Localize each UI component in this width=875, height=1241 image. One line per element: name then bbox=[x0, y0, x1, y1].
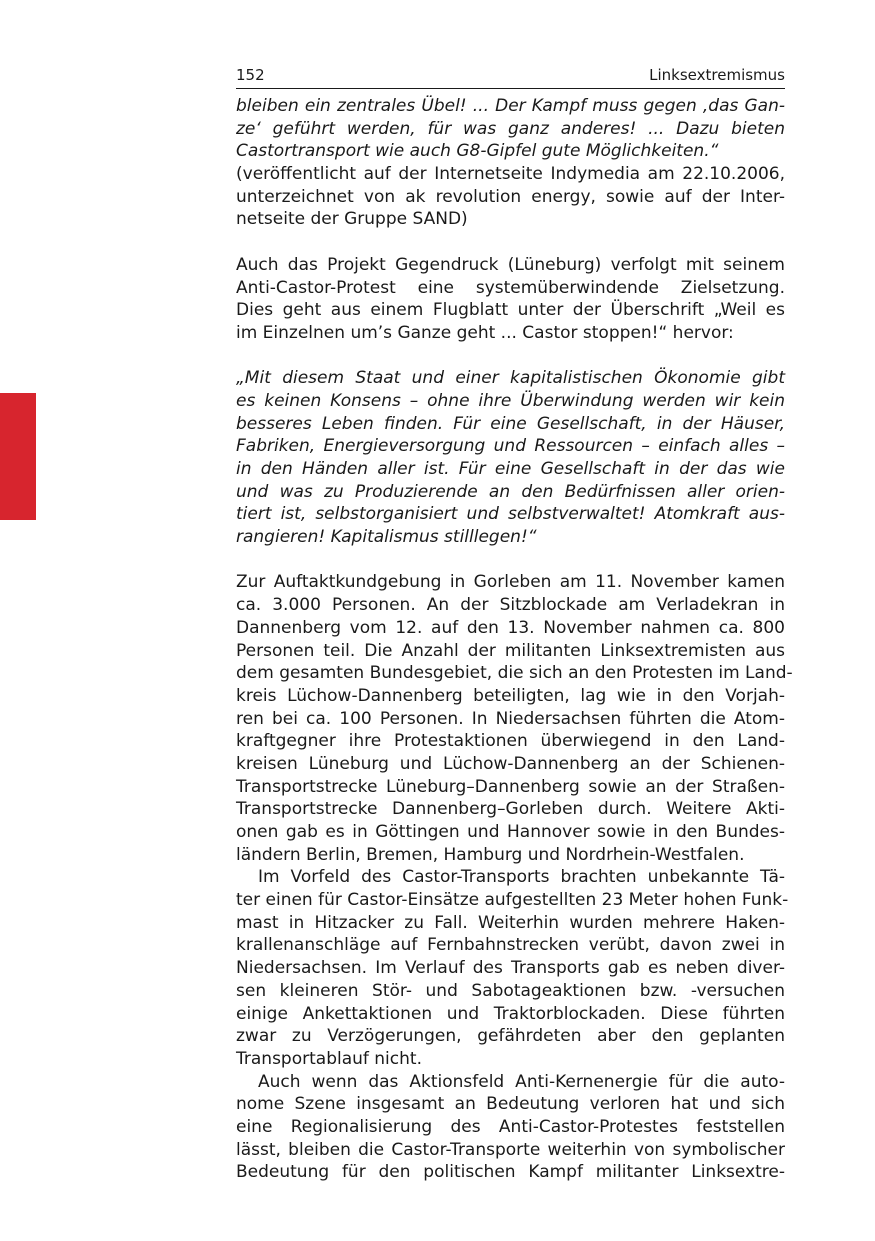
text-line: lässt, bleiben die Castor-Transporte weiterhin von symbolischer bbox=[236, 1139, 785, 1160]
block-quote bbox=[236, 367, 785, 549]
text-line: Castortransport wie auch G8-Gipfel gute Möglichkeiten.“ bbox=[236, 141, 719, 162]
text-line: Transportablauf nicht. bbox=[236, 1048, 422, 1069]
page-body bbox=[236, 95, 793, 1184]
text-line: Dannenberg vom 12. auf den 13. November nahmen ca. 800 bbox=[236, 617, 785, 638]
text-line: nome Szene insgesamt an Bedeutung verloren hat und sich bbox=[236, 1094, 785, 1115]
paragraph bbox=[236, 1071, 785, 1184]
text-line: onen gab es in Göttingen und Hannover sowie in den Bundes- bbox=[236, 822, 785, 842]
text-line: netseite der Gruppe SAND) bbox=[236, 209, 468, 230]
text-line: ländern Berlin, Bremen, Hamburg und Nordrhein-Westfalen. bbox=[236, 844, 745, 865]
text-line: dem gesamten Bundesgebiet, die sich an den Protesten im Land- bbox=[236, 663, 793, 684]
text-line: ren bei ca. 100 Personen. In Niedersachsen führten die Atom- bbox=[236, 708, 785, 729]
text-line: es keinen Konsens – ohne ihre Überwindung werden wir kein bbox=[236, 390, 785, 411]
text-line: rangieren! Kapitalismus stilllegen!“ bbox=[236, 527, 537, 548]
text-line: im Einzelnen um’s Ganze geht ... Castor stoppen!“ hervor: bbox=[236, 322, 734, 343]
text-line: Personen teil. Die Anzahl der militanten Linksextremisten aus bbox=[236, 640, 785, 661]
text-line: sen kleineren Stör- und Sabotageaktionen bzw. -versuchen bbox=[236, 980, 785, 1001]
text-line: mast in Hitzacker zu Fall. Weiterhin wurden mehrere Haken- bbox=[236, 912, 785, 933]
text-line: ze‘ geführt werden, für was ganz anderes! ... Dazu bieten bbox=[236, 118, 785, 139]
text-line: besseres Leben finden. Für eine Gesellschaft, in der Häuser, bbox=[236, 413, 785, 434]
text-line: Auch das Projekt Gegendruck (Lüneburg) verfolgt mit seinem bbox=[236, 254, 785, 275]
text-line: und was zu Produzierende an den Bedürfnissen aller orien- bbox=[236, 481, 785, 502]
text-line: unterzeichnet von ak revolution energy, sowie auf der Inter- bbox=[236, 186, 785, 207]
text-line: Fabriken, Energieversorgung und Ressourcen – einfach alles – bbox=[236, 436, 785, 457]
text-line: Niedersachsen. Im Verlauf des Transports gab es neben diver- bbox=[236, 958, 785, 979]
quote-source bbox=[236, 163, 785, 231]
text-line: Transportstrecke Lüneburg–Dannenberg sowie an der Straßen- bbox=[236, 776, 785, 797]
text-line: krallenanschläge auf Fernbahnstrecken verübt, davon zwei in bbox=[236, 935, 785, 956]
running-title: Linksextremismus bbox=[649, 66, 785, 84]
text-line: tiert ist, selbstorganisiert und selbstverwaltet! Atomkraft aus- bbox=[236, 504, 785, 525]
text-line: Transportstrecke Dannenberg–Gorleben durch. Weitere Akti- bbox=[236, 799, 785, 820]
text-line: bleiben ein zentrales Übel! ... Der Kampf muss gegen ‚das Gan- bbox=[236, 96, 785, 116]
text-line: kreisen Lüneburg und Lüchow-Dannenberg an der Schienen- bbox=[236, 753, 785, 774]
text-line: in den Händen aller ist. Für eine Gesellschaft in der das wie bbox=[236, 459, 785, 479]
text-line: kraftgegner ihre Protestaktionen überwiegend in den Land- bbox=[236, 731, 785, 752]
text-line: „Mit diesem Staat und einer kapitalistischen Ökonomie gibt bbox=[236, 368, 785, 389]
text-line: (veröffentlicht auf der Internetseite Indymedia am 22.10.2006, bbox=[236, 164, 785, 185]
text-line: ter einen für Castor-Einsätze aufgestellten 23 Meter hohen Funk- bbox=[236, 890, 789, 911]
text-line: Im Vorfeld des Castor-Transports brachten unbekannte Tä- bbox=[258, 867, 785, 888]
page-header bbox=[236, 64, 785, 89]
chapter-marker-tab bbox=[0, 393, 36, 520]
text-line: Auch wenn das Aktionsfeld Anti-Kernenergie für die auto- bbox=[258, 1071, 785, 1092]
paragraph bbox=[236, 571, 793, 866]
text-line: Dies geht aus einem Flugblatt unter der Überschrift „Weil es bbox=[236, 300, 785, 321]
text-line: Zur Auftaktkundgebung in Gorleben am 11. November kamen bbox=[236, 572, 785, 593]
text-line: einige Ankettaktionen und Traktorblockaden. Diese führten bbox=[236, 1003, 785, 1024]
text-line: eine Regionalisierung des Anti-Castor-Protestes feststellen bbox=[236, 1116, 785, 1137]
text-line: Anti-Castor-Protest eine systemüberwindende Zielsetzung. bbox=[236, 277, 785, 298]
text-line: Bedeutung für den politischen Kampf militanter Linksextre- bbox=[236, 1162, 785, 1183]
paragraph bbox=[236, 254, 785, 345]
text-line: ca. 3.000 Personen. An der Sitzblockade am Verladekran in bbox=[236, 595, 785, 616]
text-line: zwar zu Verzögerungen, gefährdeten aber den geplanten bbox=[236, 1026, 785, 1047]
paragraph bbox=[236, 866, 789, 1070]
quote-continuation bbox=[236, 95, 785, 163]
text-line: kreis Lüchow-Dannenberg beteiligten, lag wie in den Vorjah- bbox=[236, 685, 785, 706]
page-number: 152 bbox=[236, 66, 265, 84]
